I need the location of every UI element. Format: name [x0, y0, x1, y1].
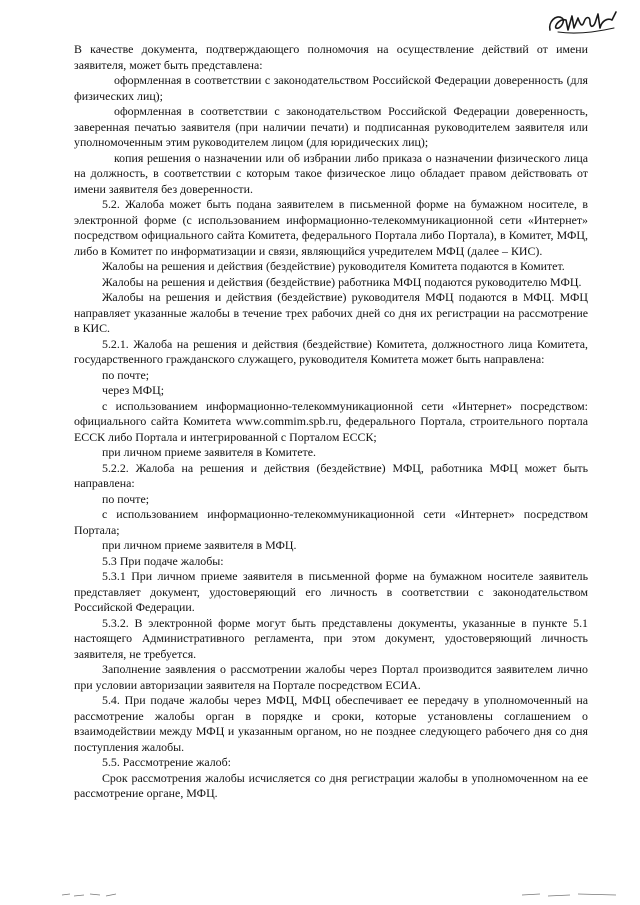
scan-noise — [60, 889, 120, 899]
paragraph-p03: оформленная в соответствии с законодательством Российской Федерации доверенность, заверенная печатью заявителя (при наличии печати) и подписанная руководителем заявителя или уполномоченным этим руководителем лицом (для юридических лиц); — [74, 104, 588, 149]
paragraph-p07: Жалобы на решения и действия (бездействие) работника МФЦ подаются руководителю МФЦ. — [102, 274, 582, 289]
handwritten-signature — [546, 8, 620, 38]
paragraph-p01: В качестве документа, подтверждающего полномочия на осуществление действий от имени заявителя, может быть представлена: — [74, 42, 588, 72]
paragraph-p09: 5.2.1. Жалоба на решения и действия (бездействие) Комитета, должностного лица Комитета, государственного гражданского служащего, руководителя Комитета может быть направлена: — [74, 336, 588, 366]
paragraph-p18: 5.3 При подаче жалобы: — [102, 553, 224, 568]
paragraph-p12: с использованием информационно-телекоммуникационной сети «Интернет» посредством: официального сайта Комитета www.commim.spb.ru, федерального Портала, строительного портала ЕССК либо Портала и интегрированной с Порталом ЕССК; — [74, 398, 588, 444]
paragraph-p06: Жалобы на решения и действия (бездействие) руководителя Комитета подаются в Комитет. — [102, 259, 565, 273]
paragraph-p13: при личном приеме заявителя в Комитете. — [102, 445, 316, 459]
paragraph-p23: 5.5. Рассмотрение жалоб: — [102, 755, 231, 769]
paragraph-p08: Жалобы на решения и действия (бездействие) руководителя МФЦ подаются в МФЦ. МФЦ направляет указанные жалобы в течение трех рабочих дней со дня их регистрации на рассмотрение в КИС. — [74, 290, 588, 335]
paragraph-p14: 5.2.2. Жалоба на решения и действия (бездействие) МФЦ, работника МФЦ может быть направлена: — [74, 460, 588, 490]
paragraph-p20: 5.3.2. В электронной форме могут быть представлены документы, указанные в пункте 5.1 настоящего Административного регламента, при этом документ, удостоверяющий личность заявителя, не требуется. — [74, 615, 588, 661]
paragraph-p21: Заполнение заявления о рассмотрении жалобы через Портал производится заявителем лично при условии авторизации заявителя на Портале посредством ЕСИА. — [74, 662, 588, 692]
paragraph-p24: Срок рассмотрения жалобы исчисляется со дня регистрации жалобы в уполномоченном на ее рассмотрение органе, МФЦ. — [74, 770, 588, 800]
paragraph-p22: 5.4. При подаче жалобы через МФЦ, МФЦ обеспечивает ее передачу в уполномоченный на рассмотрение жалобы орган в порядке и сроки, которые установлены соглашением о взаимодействии между МФЦ и указанным органом, но не позднее следующего рабочего дня со дня поступления жалобы. — [74, 693, 588, 754]
paragraph-p10: по почте; — [102, 367, 150, 382]
document-body — [74, 42, 588, 802]
paragraph-p15: по почте; — [102, 491, 150, 506]
paragraph-p17: при личном приеме заявителя в МФЦ. — [102, 538, 297, 552]
paragraph-p02: оформленная в соответствии с законодательством Российской Федерации доверенность (для физических лиц); — [74, 73, 588, 103]
scan-noise — [520, 889, 620, 899]
paragraph-p05: 5.2. Жалоба может быть подана заявителем в письменной форме на бумажном носителе, в электронной форме (с использованием информационно-телекоммуникационной сети «Интернет» посредством официального сайта Комитета, федерального Портала либо Портала), в Комитет, МФЦ, либо в Комитет по информатизации и связи, являющийся учредителем МФЦ (далее – КИС). — [74, 197, 588, 258]
paragraph-p04: копия решения о назначении или об избрании либо приказа о назначении физического лица на должность, в соответствии с которым такое физическое лицо обладает правом действовать от имени заявителя без доверенности. — [74, 150, 588, 196]
paragraph-p19: 5.3.1 При личном приеме заявителя в письменной форме на бумажном носителе заявитель представляет документ, удостоверяющий его личность в соответствии с законодательством Российской Федерации. — [74, 569, 588, 614]
paragraph-p11: через МФЦ; — [102, 383, 164, 397]
paragraph-p16: с использованием информационно-телекоммуникационной сети «Интернет» посредством Портала; — [74, 507, 588, 537]
